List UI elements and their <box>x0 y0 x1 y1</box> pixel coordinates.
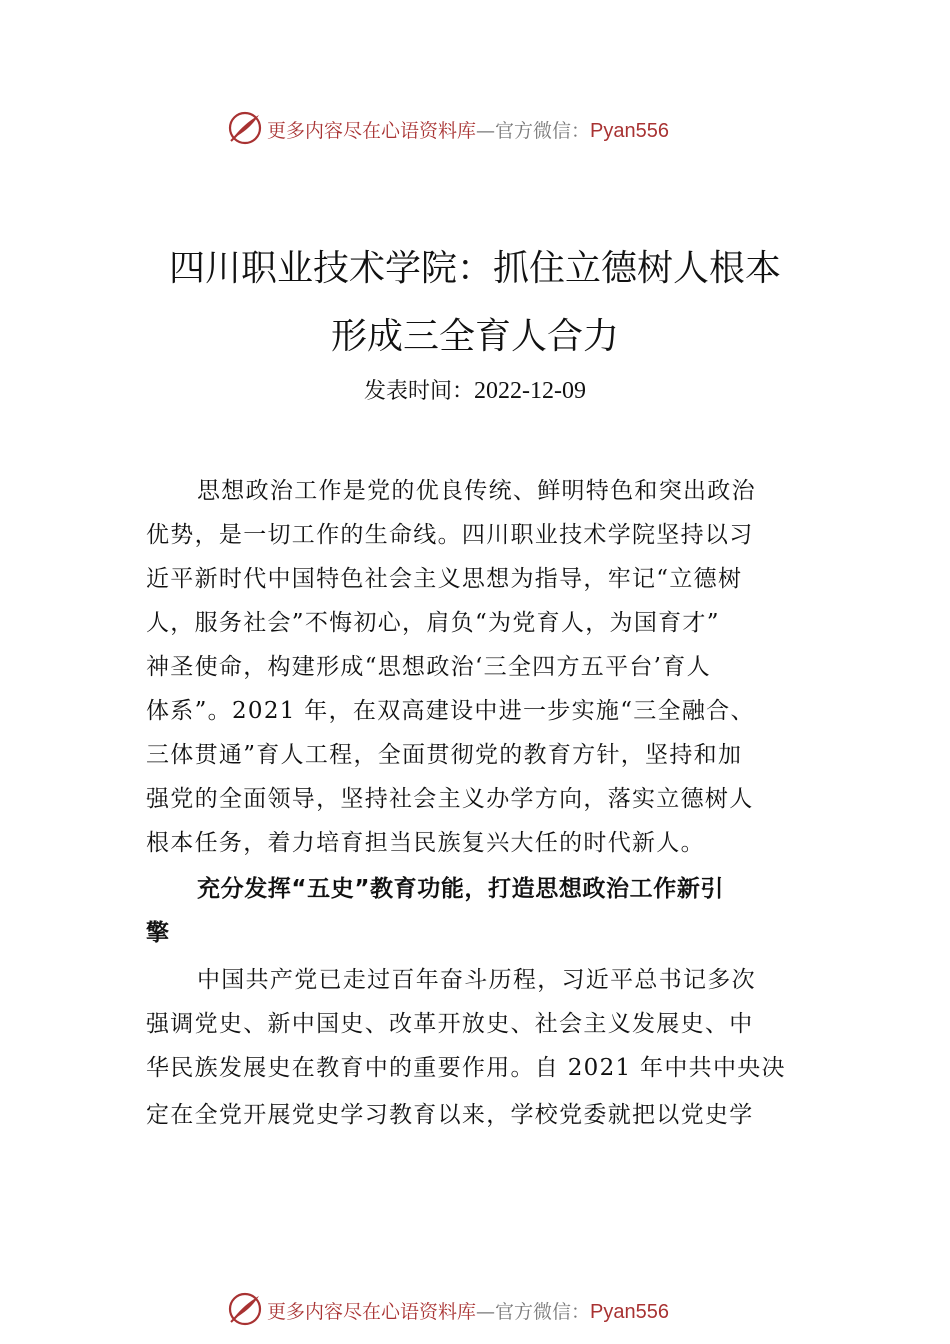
quill-logo-icon <box>227 110 263 146</box>
watermark-wechat-label: 官方微信： <box>495 1301 591 1323</box>
paragraph-1-line: 思想政治工作是党的优良传统、鲜明特色和突出政治 <box>197 478 756 504</box>
watermark-wechat-id: Pyan556 <box>590 120 669 142</box>
paragraph-2-line: 定在全党开展党史学习教育以来，学校党委就把以党史学 <box>146 1102 754 1128</box>
watermark-text <box>267 1297 669 1324</box>
article-title-line-1: 四川职业技术学院：抓住立德树人根本 <box>168 248 781 289</box>
watermark-dash: — <box>476 120 496 142</box>
publish-date <box>0 374 950 405</box>
watermark-site-text: 更多内容尽在心语资料库 <box>267 1301 477 1323</box>
paragraph-1-line: 人，服务社会”不悔初心，肩负“为党育人，为国育才” <box>146 610 720 636</box>
paragraph-1-line: 优势，是一切工作的生命线。四川职业技术学院坚持以习 <box>146 522 754 548</box>
article-title-line-2: 形成三全育人合力 <box>330 316 619 357</box>
section-heading-line: 擎 <box>146 920 170 946</box>
paragraph-2-line: 中国共产党已走过百年奋斗历程，习近平总书记多次 <box>197 967 756 993</box>
paragraph-2-line: 强调党史、新中国史、改革开放史、社会主义发展史、中 <box>146 1011 754 1037</box>
publish-date-value: 2022-12-09 <box>474 378 586 404</box>
paragraph-1-line: 近平新时代中国特色社会主义思想为指导，牢记“立德树 <box>146 566 743 592</box>
paragraph-1-line: 神圣使命，构建形成“思想政治‘三全四方五平台’育人 <box>146 654 711 680</box>
paragraph-1-line: 体系”。2021 年，在双高建设中进一步实施“三全融合、 <box>146 698 755 724</box>
watermark-site-text: 更多内容尽在心语资料库 <box>267 120 477 142</box>
paragraph-1-line: 根本任务，着力培育担当民族复兴大任的时代新人。 <box>146 830 705 856</box>
footer-watermark <box>0 1289 950 1329</box>
header-watermark <box>0 108 950 148</box>
paragraph-2-line: 华民族发展史在教育中的重要作用。自 2021 年中共中央决 <box>146 1055 786 1081</box>
watermark-wechat-id: Pyan556 <box>590 1301 669 1323</box>
watermark-dash: — <box>476 1301 496 1323</box>
watermark-wechat-label: 官方微信： <box>495 120 591 142</box>
paragraph-1-line: 三体贯通”育人工程，全面贯彻党的教育方针，坚持和加 <box>146 742 743 768</box>
watermark-text <box>267 116 669 143</box>
section-heading-line: 充分发挥“五史”教育功能，打造思想政治工作新引 <box>197 876 725 902</box>
paragraph-1-line: 强党的全面领导，坚持社会主义办学方向，落实立德树人 <box>146 786 754 812</box>
quill-logo-icon <box>227 1291 263 1327</box>
publish-date-label: 发表时间： <box>364 379 475 404</box>
